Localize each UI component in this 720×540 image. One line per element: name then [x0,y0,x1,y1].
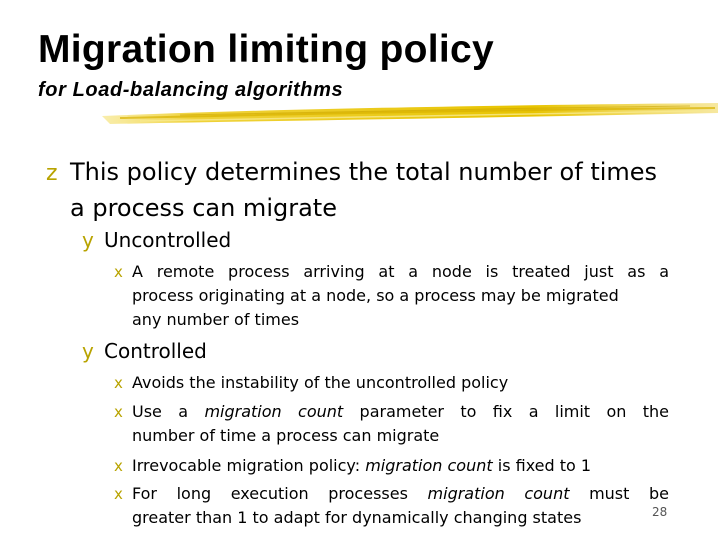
controlled-item-2 [114,400,669,448]
main-bullet [46,155,686,225]
slide-title: Migration limiting policy [38,28,494,71]
controlled-item-4-part2: must be [569,484,669,503]
x-bullet-icon: x [114,263,123,281]
uncontrolled-item [114,260,669,332]
controlled-item-1 [114,371,669,395]
controlled-item-2-italic: migration count [204,402,344,421]
controlled-item-1-text: Avoids the instability of the uncontrolled policy [132,373,509,392]
x-bullet-icon: x [114,485,123,503]
z-bullet-icon: z [46,161,58,186]
controlled-item-2-line2: number of time a process can migrate [132,426,440,445]
x-bullet-icon: x [114,457,123,475]
uncontrolled-label: Uncontrolled [104,228,232,252]
x-bullet-icon: x [114,374,123,392]
uncontrolled-item-line2: process originating at a node, so a process may be migrated [132,286,619,305]
uncontrolled-item-line3: any number of times [132,310,300,329]
controlled-item-4 [114,482,669,530]
controlled-item-4-italic: migration count [427,484,570,503]
controlled-item-2-part2: parameter to fix a limit on the [343,402,669,421]
controlled-bullet [82,338,207,364]
slide-subtitle: for Load-balancing algorithms [38,79,344,101]
controlled-item-2-part1: Use a [132,402,205,421]
page-number: 28 [652,505,668,519]
y-bullet-icon: y [82,339,94,363]
controlled-label: Controlled [104,339,207,363]
controlled-item-3-italic: migration count [365,456,493,475]
yellow-brush-stroke [0,0,720,140]
main-bullet-line2: a process can migrate [70,194,337,222]
controlled-item-3-part1: Irrevocable migration policy: [132,456,366,475]
y-bullet-icon: y [82,228,94,252]
controlled-item-3-part2: is fixed to 1 [492,456,592,475]
main-bullet-line1: This policy determines the total number of times [70,158,658,186]
x-bullet-icon: x [114,403,123,421]
uncontrolled-item-line1: A remote process arriving at a node is treated just as a [132,262,669,281]
uncontrolled-bullet [82,227,231,253]
controlled-item-3 [114,454,669,478]
controlled-item-4-line2: greater than 1 to adapt for dynamically changing states [132,508,582,527]
controlled-item-4-part1: For long execution processes [132,484,428,503]
